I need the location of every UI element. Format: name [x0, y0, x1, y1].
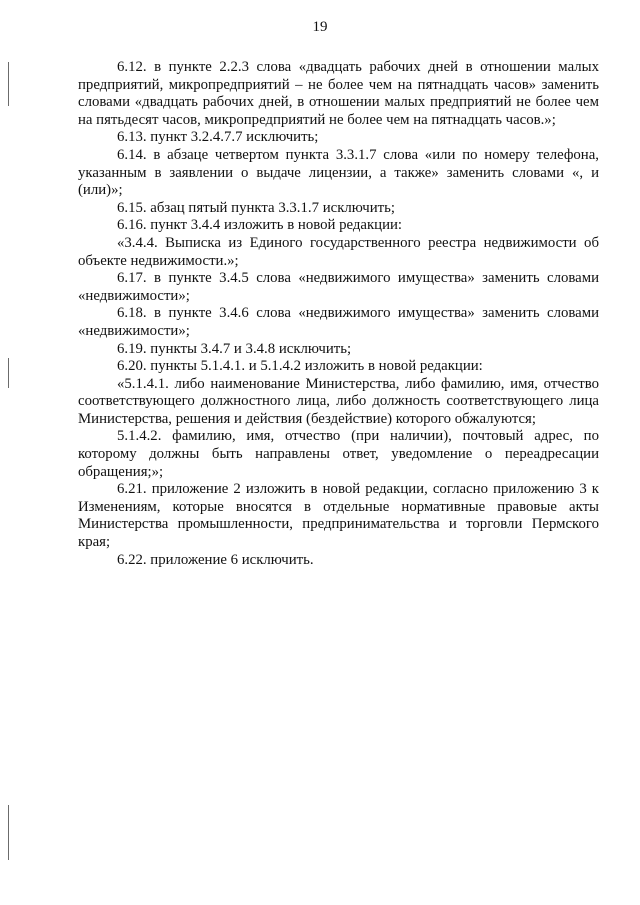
paragraph-6-17: 6.17. в пункте 3.4.5 слова «недвижимого имущества» заменить словами «недвижимости»;: [78, 270, 599, 304]
paragraph-6-20: 6.20. пункты 5.1.4.1. и 5.1.4.2 изложить в новой редакции:: [117, 358, 483, 375]
paragraph-3-4-4-quote: «3.4.4. Выписка из Единого государственного реестра недвижимости об объекте недвижимости.»;: [78, 234, 599, 269]
paragraph-5-1-4-2: 5.1.4.2. фамилию, имя, отчество (при наличии), почтовый адрес, по которому должны быть направлены ответ, уведомление о переадресации обращения;»;: [78, 428, 599, 480]
scan-edge-mark: [8, 358, 9, 388]
scan-edge-mark: [8, 62, 9, 106]
paragraph-6-21: 6.21. приложение 2 изложить в новой редакции, согласно приложению 3 к Изменениям, которые вносятся в отдельные нормативные правовые акты Министерства промышленности, предпринимательства и торговли Пермского края;: [78, 481, 599, 551]
paragraph-6-19: 6.19. пункты 3.4.7 и 3.4.8 исключить;: [117, 340, 352, 357]
paragraph-6-12: 6.12. в пункте 2.2.3 слова «двадцать рабочих дней в отношении малых предприятий, микропредприятий – не более чем на пятнадцать часов» заменить словами «двадцать рабочих дней, в отношении малых предприятий не более чем на пятьдесят часов, микропредприятий не более чем на пятнадцать часов.»;: [78, 59, 599, 128]
document-body: [78, 59, 599, 569]
paragraph-6-14: 6.14. в абзаце четвертом пункта 3.3.1.7 слова «или по номеру телефона, указанным в заявлении о выдаче лицензии, а также» заменить словами «, и (или)»;: [78, 146, 599, 199]
paragraph-6-22: 6.22. приложение 6 исключить.: [117, 551, 314, 568]
paragraph-6-13: 6.13. пункт 3.2.4.7.7 исключить;: [117, 129, 319, 146]
paragraph-5-1-4-1-quote: «5.1.4.1. либо наименование Министерства, либо фамилию, имя, отчество соответствующего должностного лица, либо должность соответствующего лица Министерства, решения и действия (бездействие) которого обжалуются;: [78, 375, 599, 427]
scan-edge-mark: [8, 805, 9, 860]
page-number: 19: [312, 19, 328, 35]
paragraph-6-15: 6.15. абзац пятый пункта 3.3.1.7 исключить;: [117, 199, 395, 216]
paragraph-6-18: 6.18. в пункте 3.4.6 слова «недвижимого имущества» заменить словами «недвижимости»;: [78, 305, 599, 339]
paragraph-6-16: 6.16. пункт 3.4.4 изложить в новой редакции:: [117, 217, 403, 234]
